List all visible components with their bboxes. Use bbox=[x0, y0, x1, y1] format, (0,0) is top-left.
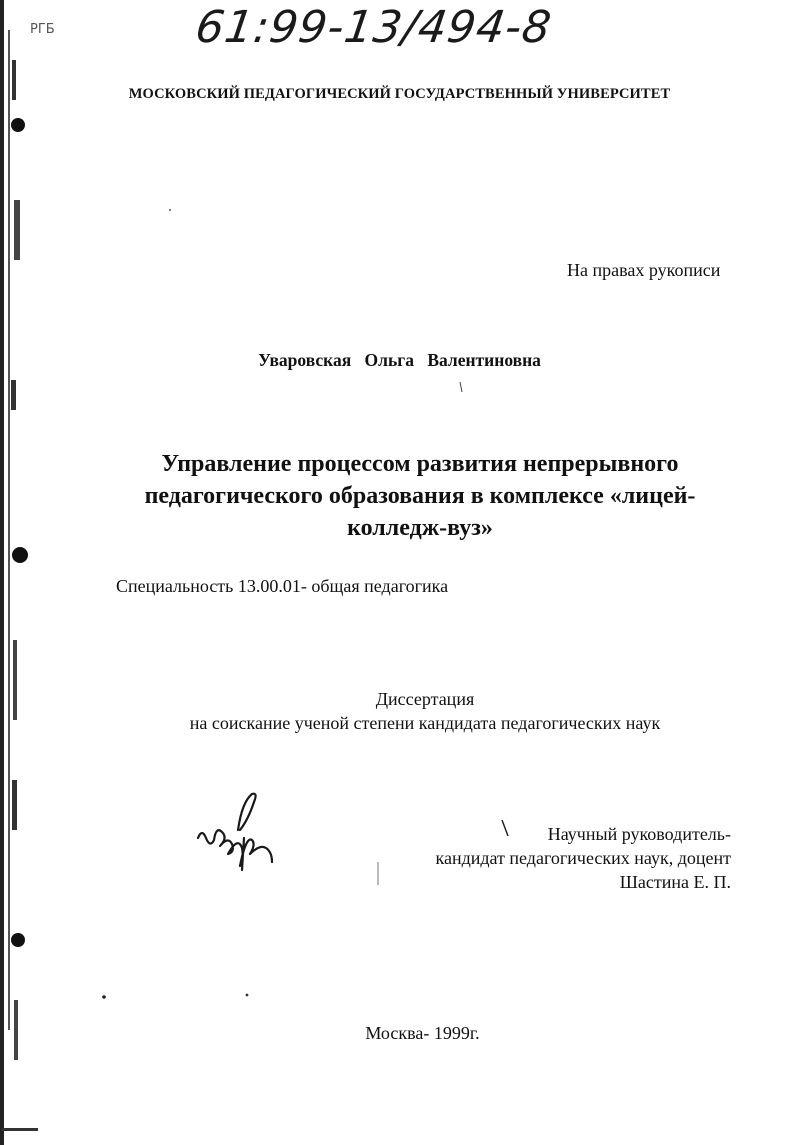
city-year: Москва- 1999г. bbox=[365, 1023, 480, 1043]
degree-sought: на соискание ученой степени кандидата педагогических наук bbox=[189, 713, 661, 733]
scan-binding-edge bbox=[0, 0, 40, 1145]
university-name: МОСКОВСКИЙ ПЕДАГОГИЧЕСКИЙ ГОСУДАРСТВЕННЫЙ УНИВЕРСИТЕТ bbox=[128, 86, 671, 102]
dissertation-label: Диссертация bbox=[375, 689, 475, 709]
supervisor-name: Шастина Е. П. bbox=[619, 872, 731, 892]
author-name: Уваровская Ольга Валентиновна bbox=[258, 350, 541, 370]
archive-stamp: РГБ bbox=[30, 22, 55, 37]
supervisor-credentials: кандидат педагогических наук, доцент bbox=[435, 848, 731, 868]
title-line-3: колледж-вуз» bbox=[347, 515, 493, 541]
title-line-1: Управление процессом развития непрерывного bbox=[161, 451, 679, 477]
supervisor-role: Научный руководитель- bbox=[547, 824, 731, 844]
dissertation-title bbox=[130, 448, 710, 544]
title-line-2: педагогического образования в комплексе «лицей- bbox=[144, 483, 696, 509]
scientific-supervisor bbox=[400, 822, 731, 894]
dissertation-type bbox=[170, 687, 680, 735]
signature-handwritten bbox=[190, 790, 300, 890]
manuscript-rights-note: На правах рукописи bbox=[567, 260, 721, 280]
specialty-code: Специальность 13.00.01- общая педагогика bbox=[116, 576, 449, 596]
handwritten-catalog-number: 61:99-13/494-8 bbox=[192, 2, 555, 53]
